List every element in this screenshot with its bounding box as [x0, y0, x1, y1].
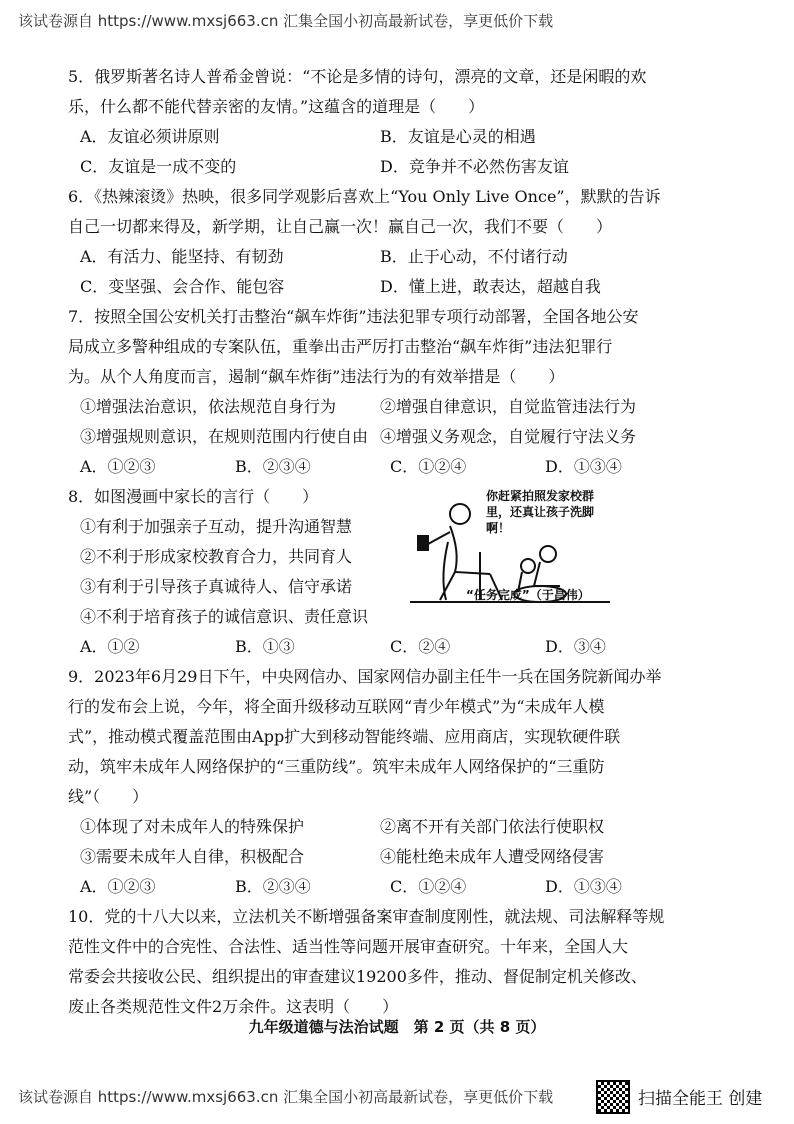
q5-option-d[interactable]: D．竞争并不必然伤害友谊	[380, 157, 569, 176]
q9-stem-line4: 动，筑牢未成年人网络保护的“三重防线”。筑牢未成年人网络保护的“三重防	[68, 757, 605, 776]
q6-option-a[interactable]: A．有活力、能坚持、有韧劲	[80, 247, 284, 266]
q7-stem-line3: 为。从个人角度而言，遏制“飙车炸街”违法行为的有效举措是（ ）	[68, 367, 565, 386]
q7-option-d[interactable]: D．①③④	[545, 457, 622, 476]
q9-stem-line1: 9．2023年6月29日下午，中央网信办、国家网信办副主任牛一兵在国务院新闻办举	[68, 667, 662, 686]
q9-items	[40, 812, 760, 872]
q6-options	[40, 242, 760, 302]
q6-stem-line2: 自己一切都来得及，新学期，让自己赢一次！赢自己一次，我们不要（ ）	[68, 217, 613, 236]
q8-item-4: ④不利于培育孩子的诚信意识、责任意识	[80, 607, 369, 626]
question-6	[40, 182, 760, 302]
top-banner: 该试卷源自 https://www.mxsj663.cn 汇集全国小初高最新试卷，享更低价下载	[18, 12, 554, 30]
q5-stem-line1: 5．俄罗斯著名诗人普希金曾说：“不论是多情的诗句，漂亮的文章，还是闲暇的欢	[68, 67, 647, 86]
q9-option-c[interactable]: C．①②④	[390, 877, 467, 896]
question-7	[40, 302, 760, 482]
q9-item-1: ①体现了对未成年人的特殊保护	[80, 817, 305, 836]
q9-stem-line5: 线”（ ）	[68, 787, 149, 806]
q5-option-c[interactable]: C．友谊是一成不变的	[80, 157, 237, 176]
q8-cartoon-caption: 你赶紧拍照发家校群里，还真让孩子洗脚啊！	[486, 489, 595, 535]
q9-stem-line2: 行的发布会上说，今年，将全面升级移动互联网“青少年模式”为“未成年人模	[68, 697, 605, 716]
q6-option-c[interactable]: C．变坚强、会合作、能包容	[80, 277, 285, 296]
question-10	[40, 902, 760, 1022]
q8-option-d[interactable]: D．③④	[545, 637, 606, 656]
q8-option-a[interactable]: A．①②	[80, 637, 140, 656]
q10-stem-line1: 10．党的十八大以来，立法机关不断增强备案审查制度刚性，就法规、司法解释等规	[68, 907, 665, 926]
q8-options	[40, 632, 760, 662]
q10-stem-line4: 废止各类规范性文件2万余件。这表明（ ）	[68, 997, 399, 1016]
q9-option-b[interactable]: B．②③④	[235, 877, 311, 896]
page-footer: 九年级道德与法治试题 第 2 页（共 8 页）	[248, 1018, 546, 1036]
q9-options	[40, 872, 760, 902]
qr-code-icon	[596, 1080, 630, 1114]
q8-stem-line1: 8．如图漫画中家长的言行（ ）	[68, 487, 319, 506]
question-5	[40, 62, 760, 182]
q8-item-1: ①有利于加强亲子互动，提升沟通智慧	[80, 517, 353, 536]
q7-stem-line1: 7．按照全国公安机关打击整治“飙车炸街”违法犯罪专项行动部署，全国各地公安	[68, 307, 639, 326]
q9-item-4: ④能杜绝未成年人遭受网络侵害	[380, 847, 605, 866]
question-9	[40, 662, 760, 902]
q9-item-3: ③需要未成年人自律，积极配合	[80, 847, 305, 866]
q7-options	[40, 452, 760, 482]
question-content	[40, 62, 760, 1022]
q8-option-b[interactable]: B．①③	[235, 637, 295, 656]
q9-stem-line3: 式”，推动模式覆盖范围由App扩大到移动智能终端、应用商店，实现软硬件联	[68, 727, 621, 746]
q10-stem-line3: 常委会共接收公民、组织提出的审查建议19200多件，推动、督促制定机关修改、	[68, 967, 647, 986]
q9-option-a[interactable]: A．①②③	[80, 877, 156, 896]
q6-stem-line1: 6．《热辣滚烫》热映，很多同学观影后喜欢上“You Only Live Once”，默默的告诉	[68, 187, 661, 206]
q9-item-2: ②离不开有关部门依法行使职权	[380, 817, 605, 836]
q10-stem-line2: 范性文件中的合宪性、合法性、适当性等问题开展审查研究。十年来，全国人大	[68, 937, 629, 956]
q8-item-2: ②不利于形成家校教育合力，共同育人	[80, 547, 353, 566]
question-8	[40, 482, 760, 662]
q7-option-a[interactable]: A．①②③	[80, 457, 156, 476]
q9-option-d[interactable]: D．①③④	[545, 877, 622, 896]
q5-options	[40, 122, 760, 182]
scanner-watermark: 扫描全能王 创建	[638, 1089, 763, 1109]
q7-item-1: ①增强法治意识，依法规范自身行为	[80, 397, 337, 416]
q8-option-c[interactable]: C．②④	[390, 637, 451, 656]
q7-item-3: ③增强规则意识，在规则范围内行使自由	[80, 427, 369, 446]
q6-option-b[interactable]: B．止于心动，不付诸行动	[380, 247, 568, 266]
q8-cartoon-title: “任务完成”（于昌伟）	[466, 588, 590, 602]
q7-items	[40, 392, 760, 452]
q7-option-c[interactable]: C．①②④	[390, 457, 467, 476]
q7-stem-line2: 局成立多警种组成的专案队伍，重拳出击严厉打击整治“飙车炸街”违法犯罪行	[68, 337, 613, 356]
q7-option-b[interactable]: B．②③④	[235, 457, 311, 476]
q7-item-2: ②增强自律意识，自觉监管违法行为	[380, 397, 637, 416]
q8-item-3: ③有利于引导孩子真诚待人、信守承诺	[80, 577, 353, 596]
q6-option-d[interactable]: D．懂上进，敢表达，超越自我	[380, 277, 601, 296]
q5-stem-line2: 乐，什么都不能代替亲密的友情。”这蕴含的道理是（ ）	[68, 97, 485, 116]
q7-item-4: ④增强义务观念，自觉履行守法义务	[380, 427, 637, 446]
q5-option-a[interactable]: A．友谊必须讲原则	[80, 127, 220, 146]
q8-items	[40, 512, 760, 632]
q5-option-b[interactable]: B．友谊是心灵的相遇	[380, 127, 536, 146]
bottom-banner: 该试卷源自 https://www.mxsj663.cn 汇集全国小初高最新试卷，享更低价下载	[18, 1088, 554, 1106]
